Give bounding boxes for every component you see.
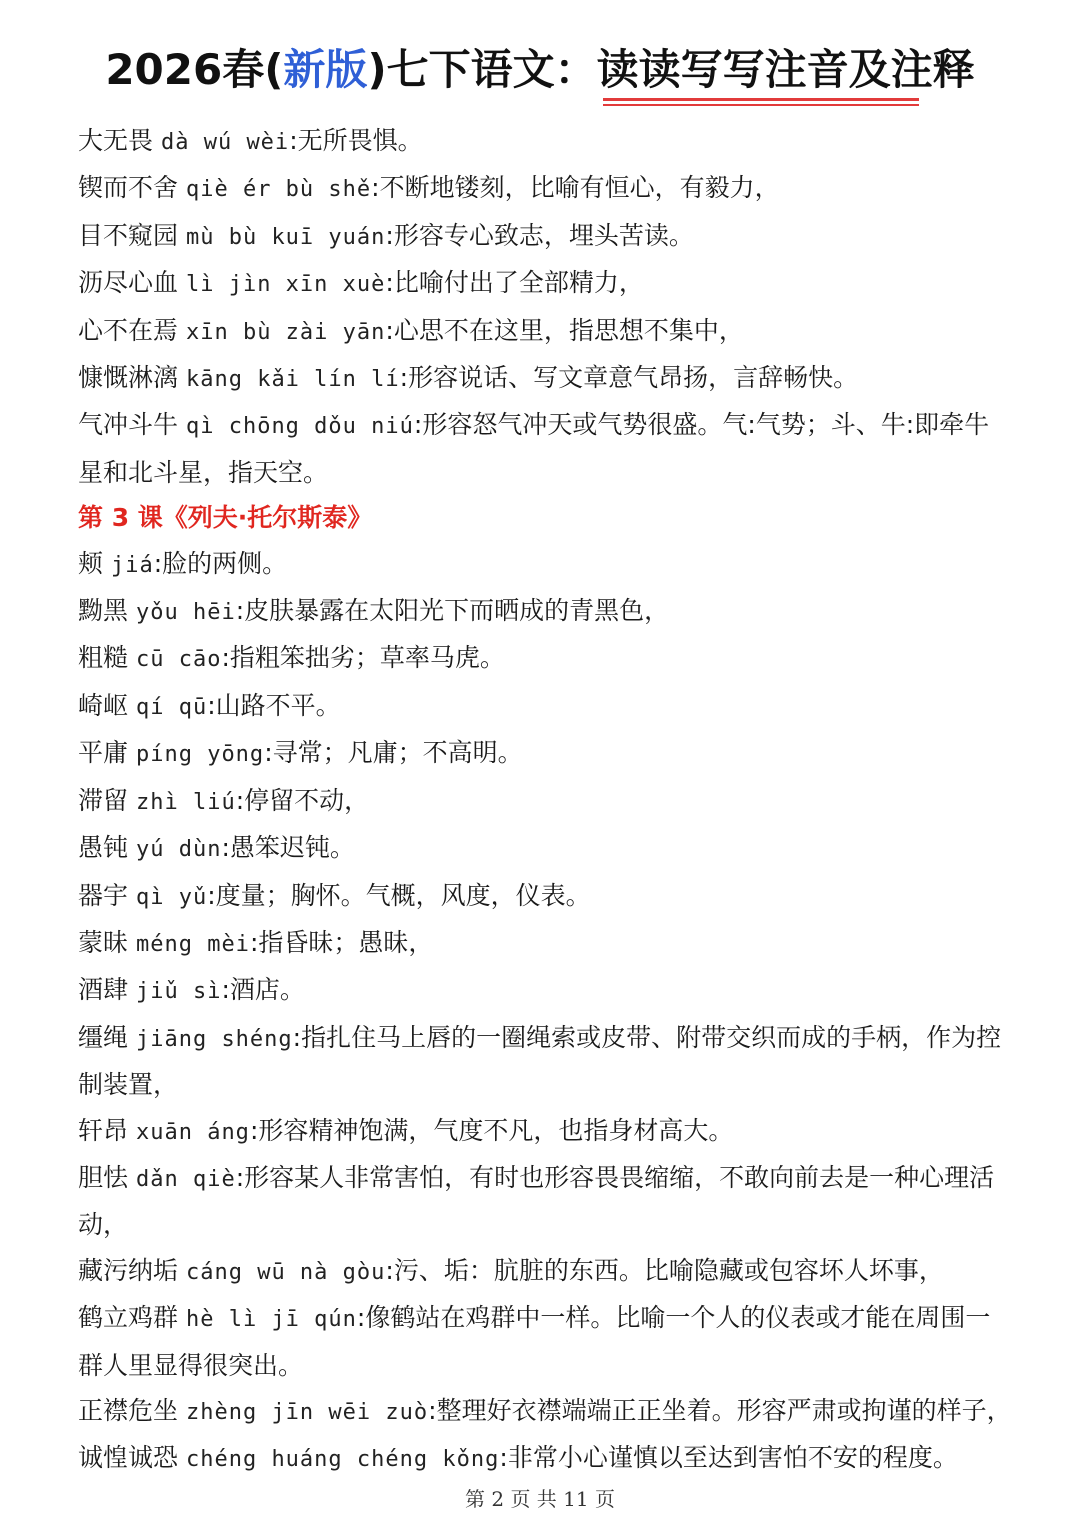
vocab-word: 鹤立鸡群 bbox=[78, 1303, 179, 1333]
vocab-word: 正襟危坐 bbox=[78, 1395, 179, 1425]
vocab-entry: 器宇 qì yǔ:度量；胸怀。气概，风度，仪表。 bbox=[78, 880, 591, 910]
vocab-entry: 轩昂 xuān áng:形容精神饱满，气度不凡，也指身材高大。 bbox=[78, 1115, 734, 1145]
vocab-meaning: 脸的两侧。 bbox=[162, 548, 288, 578]
vocab-meaning: 寻常；凡庸；不高明。 bbox=[272, 738, 523, 768]
vocab-entry: 大无畏 dà wú wèi:无所畏惧。 bbox=[78, 126, 423, 155]
vocab-section-1 bbox=[78, 118, 1013, 495]
vocab-entry: 黝黑 yǒu hēi:皮肤暴露在太阳光下而晒成的青黑色， bbox=[78, 596, 670, 626]
page-title bbox=[0, 38, 1080, 102]
vocab-word: 愚钝 bbox=[78, 833, 129, 863]
vocab-pinyin: jiǔ sì bbox=[135, 979, 222, 1005]
vocab-pinyin: yú dùn bbox=[135, 837, 222, 863]
vocab-entry: 心不在焉 xīn bù zài yān:心思不在这里，指思想不集中， bbox=[78, 315, 744, 345]
vocab-word: 滞留 bbox=[78, 785, 129, 815]
vocab-meaning: 形容精神饱满，气度不凡，也指身材高大。 bbox=[258, 1115, 734, 1145]
vocab-entry: 目不窥园 mù bù kuī yuán:形容专心致志，埋头苦读。 bbox=[78, 220, 694, 250]
vocab-entry: 正襟危坐 zhèng jīn wēi zuò:整理好衣襟端端正正坐着。形容严肃或拘谨的样子， bbox=[78, 1395, 1012, 1425]
vocab-pinyin: kāng kǎi lín lí bbox=[185, 367, 400, 393]
vocab-meaning: 形容某人非常害怕，有时也形容畏畏缩缩，不敢向前去是一种心理活动， bbox=[78, 1162, 995, 1240]
vocab-meaning: 像鹤站在鸡群中一样。比喻一个人的仪表或才能在周围一群人里显得很突出。 bbox=[78, 1303, 991, 1380]
title-mid: )七下语文： bbox=[367, 45, 597, 94]
vocab-word: 心不在焉 bbox=[78, 315, 179, 345]
page-number: 第 2 页 共 11 页 bbox=[465, 1487, 615, 1511]
vocab-entry: 胆怯 dǎn qiè:形容某人非常害怕，有时也形容畏畏缩缩，不敢向前去是一种心理活动， bbox=[78, 1162, 995, 1240]
vocab-pinyin: dà wú wèi bbox=[160, 130, 290, 155]
vocab-word: 藏污纳垢 bbox=[78, 1255, 179, 1285]
vocab-meaning: 形容说话、写文章意气昂扬，言辞畅快。 bbox=[408, 363, 859, 393]
vocab-pinyin: zhèng jīn wēi zuò bbox=[185, 1399, 429, 1425]
vocab-entry: 粗糙 cū cāo:指粗笨拙劣；草率马虎。 bbox=[78, 643, 505, 673]
vocab-section-2 bbox=[78, 541, 1013, 1483]
vocab-pinyin: mù bù kuī yuán bbox=[185, 224, 386, 250]
vocab-word: 沥尽心血 bbox=[78, 268, 179, 298]
vocab-pinyin: dǎn qiè bbox=[135, 1166, 236, 1192]
vocab-word: 黝黑 bbox=[78, 596, 129, 626]
vocab-meaning: 愚笨迟钝。 bbox=[229, 833, 355, 863]
vocab-entry: 诚惶诚恐 chéng huáng chéng kǒng:非常小心谨慎以至达到害怕不安的程度。 bbox=[78, 1443, 958, 1473]
vocab-pinyin: qì yǔ bbox=[135, 884, 208, 910]
vocab-entry: 平庸 píng yōng:寻常；凡庸；不高明。 bbox=[78, 738, 523, 768]
vocab-pinyin: hè lì jī qún bbox=[185, 1307, 357, 1333]
vocab-entry: 气冲斗牛 qì chōng dǒu niú:形容怒气冲天或气势很盛。气:气势；斗、牛:即牵牛星和北斗星，指天空。 bbox=[78, 410, 990, 487]
vocab-word: 目不窥园 bbox=[78, 220, 179, 250]
vocab-word: 平庸 bbox=[78, 738, 129, 768]
vocab-list bbox=[78, 118, 1013, 1483]
vocab-meaning: 形容怒气冲天或气势很盛。气:气势；斗、牛:即牵牛星和北斗星，指天空。 bbox=[78, 410, 990, 487]
vocab-meaning: 心思不在这里，指思想不集中， bbox=[393, 315, 744, 345]
title-accent: 新版 bbox=[283, 45, 368, 94]
vocab-entry: 鹤立鸡群 hè lì jī qún:像鹤站在鸡群中一样。比喻一个人的仪表或才能在周围一群人里显得很突出。 bbox=[78, 1303, 991, 1380]
vocab-pinyin: yǒu hēi bbox=[135, 600, 236, 626]
vocab-meaning: 整理好衣襟端端正正坐着。形容严肃或拘谨的样子， bbox=[436, 1395, 1012, 1425]
vocab-word: 慷慨淋漓 bbox=[78, 363, 179, 393]
lesson-heading: 第 3 课《列夫·托尔斯泰》 bbox=[78, 503, 373, 533]
vocab-meaning: 污、垢：肮脏的东西。比喻隐藏或包容坏人坏事， bbox=[393, 1255, 944, 1285]
vocab-entry: 滞留 zhì liú:停留不动， bbox=[78, 785, 370, 815]
vocab-word: 诚惶诚恐 bbox=[78, 1443, 179, 1473]
vocab-entry: 锲而不舍 qiè ér bù shě:不断地镂刻，比喻有恒心，有毅力， bbox=[78, 173, 780, 203]
vocab-meaning: 山路不平。 bbox=[215, 690, 341, 720]
vocab-meaning: 无所畏惧。 bbox=[297, 126, 423, 155]
vocab-word: 崎岖 bbox=[78, 690, 129, 720]
vocab-pinyin: zhì liú bbox=[135, 789, 236, 815]
vocab-meaning: 指昏昧；愚昧， bbox=[258, 927, 434, 957]
vocab-entry: 酒肆 jiǔ sì:酒店。 bbox=[78, 975, 305, 1005]
vocab-entry: 缰绳 jiāng shéng:指扎住马上唇的一圈绳索或皮带、附带交织而成的手柄，作为控制装置， bbox=[78, 1022, 1002, 1100]
vocab-pinyin: lì jìn xīn xuè bbox=[185, 272, 386, 298]
vocab-meaning: 酒店。 bbox=[229, 975, 305, 1005]
vocab-word: 气冲斗牛 bbox=[78, 410, 179, 440]
vocab-pinyin: cū cāo bbox=[135, 647, 222, 673]
vocab-pinyin: qiè ér bù shě bbox=[185, 177, 372, 203]
vocab-entry: 崎岖 qí qū:山路不平。 bbox=[78, 690, 341, 720]
vocab-meaning: 停留不动， bbox=[244, 785, 370, 815]
vocab-meaning: 不断地镂刻，比喻有恒心，有毅力， bbox=[379, 173, 780, 203]
vocab-entry: 愚钝 yú dùn:愚笨迟钝。 bbox=[78, 833, 355, 863]
vocab-entry: 颊 jiá:脸的两侧。 bbox=[78, 548, 288, 578]
vocab-pinyin: qì chōng dǒu niú bbox=[185, 414, 414, 440]
vocab-meaning: 皮肤暴露在太阳光下而晒成的青黑色， bbox=[244, 596, 670, 626]
vocab-meaning: 比喻付出了全部精力， bbox=[393, 268, 644, 298]
vocab-word: 器宇 bbox=[78, 880, 129, 910]
vocab-meaning: 形容专心致志，埋头苦读。 bbox=[393, 220, 694, 250]
vocab-pinyin: xuān áng bbox=[135, 1119, 250, 1145]
vocab-word: 酒肆 bbox=[78, 975, 129, 1005]
vocab-meaning: 度量；胸怀。气概，风度，仪表。 bbox=[215, 880, 591, 910]
vocab-meaning: 指扎住马上唇的一圈绳索或皮带、附带交织而成的手柄，作为控制装置， bbox=[78, 1022, 1002, 1100]
title-underlined: 读读写写注音及注释 bbox=[597, 38, 975, 102]
vocab-entry: 慷慨淋漓 kāng kǎi lín lí:形容说话、写文章意气昂扬，言辞畅快。 bbox=[78, 363, 859, 393]
vocab-entry: 蒙昧 méng mèi:指昏昧；愚昧， bbox=[78, 927, 434, 957]
vocab-meaning: 非常小心谨慎以至达到害怕不安的程度。 bbox=[507, 1443, 958, 1473]
vocab-pinyin: jiá bbox=[110, 552, 154, 578]
vocab-word: 颊 bbox=[78, 548, 104, 578]
vocab-word: 锲而不舍 bbox=[78, 173, 179, 203]
vocab-pinyin: méng mèi bbox=[135, 931, 250, 957]
vocab-entry: 藏污纳垢 cáng wū nà gòu:污、垢：肮脏的东西。比喻隐藏或包容坏人坏事， bbox=[78, 1255, 944, 1285]
vocab-word: 粗糙 bbox=[78, 643, 129, 673]
vocab-word: 轩昂 bbox=[78, 1115, 129, 1145]
vocab-pinyin: chéng huáng chéng kǒng bbox=[185, 1447, 500, 1473]
vocab-pinyin: xīn bù zài yān bbox=[185, 319, 386, 345]
vocab-meaning: 指粗笨拙劣；草率马虎。 bbox=[229, 643, 505, 673]
vocab-word: 大无畏 bbox=[78, 126, 154, 155]
vocab-pinyin: píng yōng bbox=[135, 742, 265, 768]
vocab-word: 胆怯 bbox=[78, 1162, 129, 1192]
vocab-pinyin: qí qū bbox=[135, 694, 208, 720]
vocab-pinyin: jiāng shéng bbox=[135, 1026, 293, 1052]
title-prefix: 2026春( bbox=[105, 45, 284, 94]
vocab-word: 蒙昧 bbox=[78, 927, 129, 957]
vocab-entry: 沥尽心血 lì jìn xīn xuè:比喻付出了全部精力， bbox=[78, 268, 644, 298]
vocab-pinyin: cáng wū nà gòu bbox=[185, 1259, 386, 1285]
vocab-word: 缰绳 bbox=[78, 1022, 129, 1052]
